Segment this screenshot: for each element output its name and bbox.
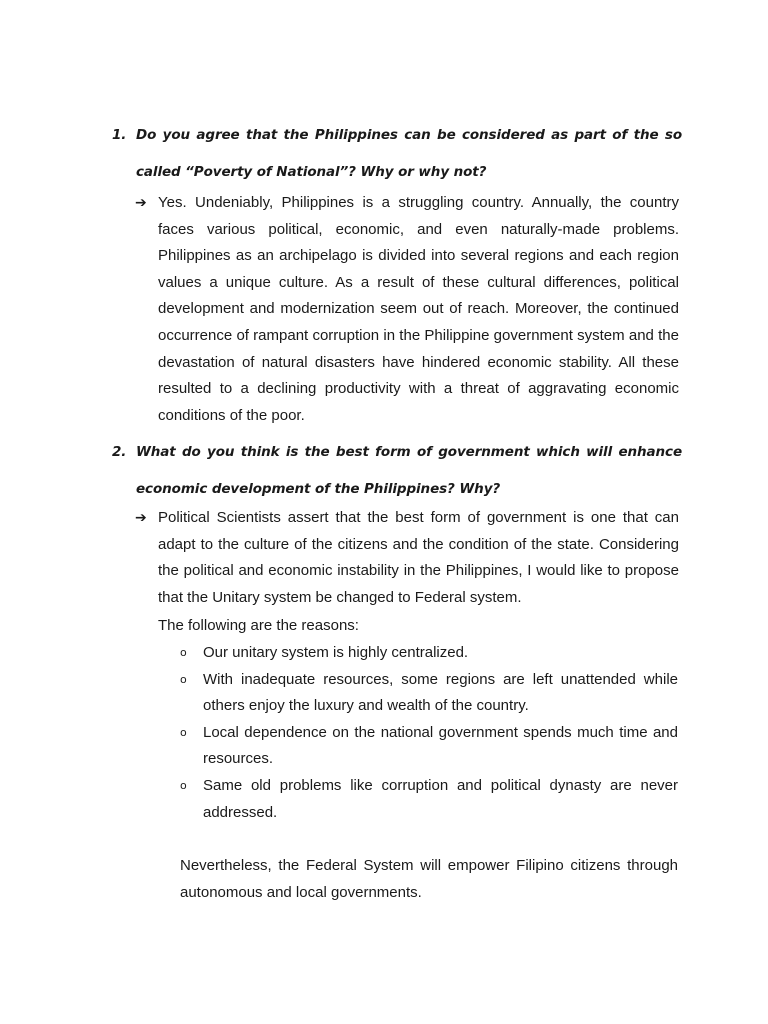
reason-text: Local dependence on the national government spends much time and resources. bbox=[203, 723, 678, 768]
circle-bullet-icon: o bbox=[180, 778, 187, 792]
circle-bullet-icon: o bbox=[180, 646, 187, 659]
list-item bbox=[180, 640, 678, 667]
answer-text: Yes. Undeniably, Philippines is a struggling country. Annually, the country faces various political, economic, and even naturally-made problems. Philippines as an archipelago is divided into several regions and each region values a unique culture. As a result of these cultural differences, political development and modernization seem out of reach. Moreover, the continued occurrence of rampant corruption in the Philippine government system and the devastation of natural disasters have hindered economic stability. All these resulted to a declining productivity with a threat of aggravating economic conditions of the poor. bbox=[158, 194, 679, 424]
answer-text: Political Scientists assert that the best form of government is one that can adapt to the culture of the citizens and the condition of the state. Considering the political and economic instability in the Philippines, I would like to propose that the Unitary system be changed to Federal system. bbox=[158, 509, 679, 606]
list-item bbox=[180, 720, 678, 773]
arrow-right-icon: ➔ bbox=[135, 195, 147, 211]
reason-text: Same old problems like corruption and political dynasty are never addressed. bbox=[203, 776, 678, 821]
reasons-list bbox=[180, 640, 678, 826]
answer-1 bbox=[135, 190, 679, 429]
question-number: 1. bbox=[112, 127, 127, 143]
answer-2 bbox=[135, 505, 679, 611]
conclusion-paragraph: Nevertheless, the Federal System will empower Filipino citizens through autonomous and local governments. bbox=[180, 857, 678, 901]
question-1 bbox=[112, 117, 682, 191]
question-text: Do you agree that the Philippines can be considered as part of the so called “Poverty of National”? Why or why not? bbox=[136, 127, 682, 180]
question-2 bbox=[112, 434, 682, 508]
question-text: What do you think is the best form of government which will enhance economic development of the Philippines? Why? bbox=[136, 444, 682, 497]
arrow-right-icon: ➔ bbox=[135, 510, 147, 526]
list-item bbox=[180, 667, 678, 720]
circle-bullet-icon: o bbox=[180, 725, 187, 739]
question-number: 2. bbox=[112, 444, 127, 460]
list-item bbox=[180, 773, 678, 826]
reason-text: Our unitary system is highly centralized. bbox=[203, 644, 469, 661]
circle-bullet-icon: o bbox=[180, 672, 187, 686]
reason-text: With inadequate resources, some regions are left unattended while others enjoy the luxury and wealth of the country. bbox=[203, 670, 678, 715]
reasons-intro: The following are the reasons: bbox=[158, 617, 359, 634]
